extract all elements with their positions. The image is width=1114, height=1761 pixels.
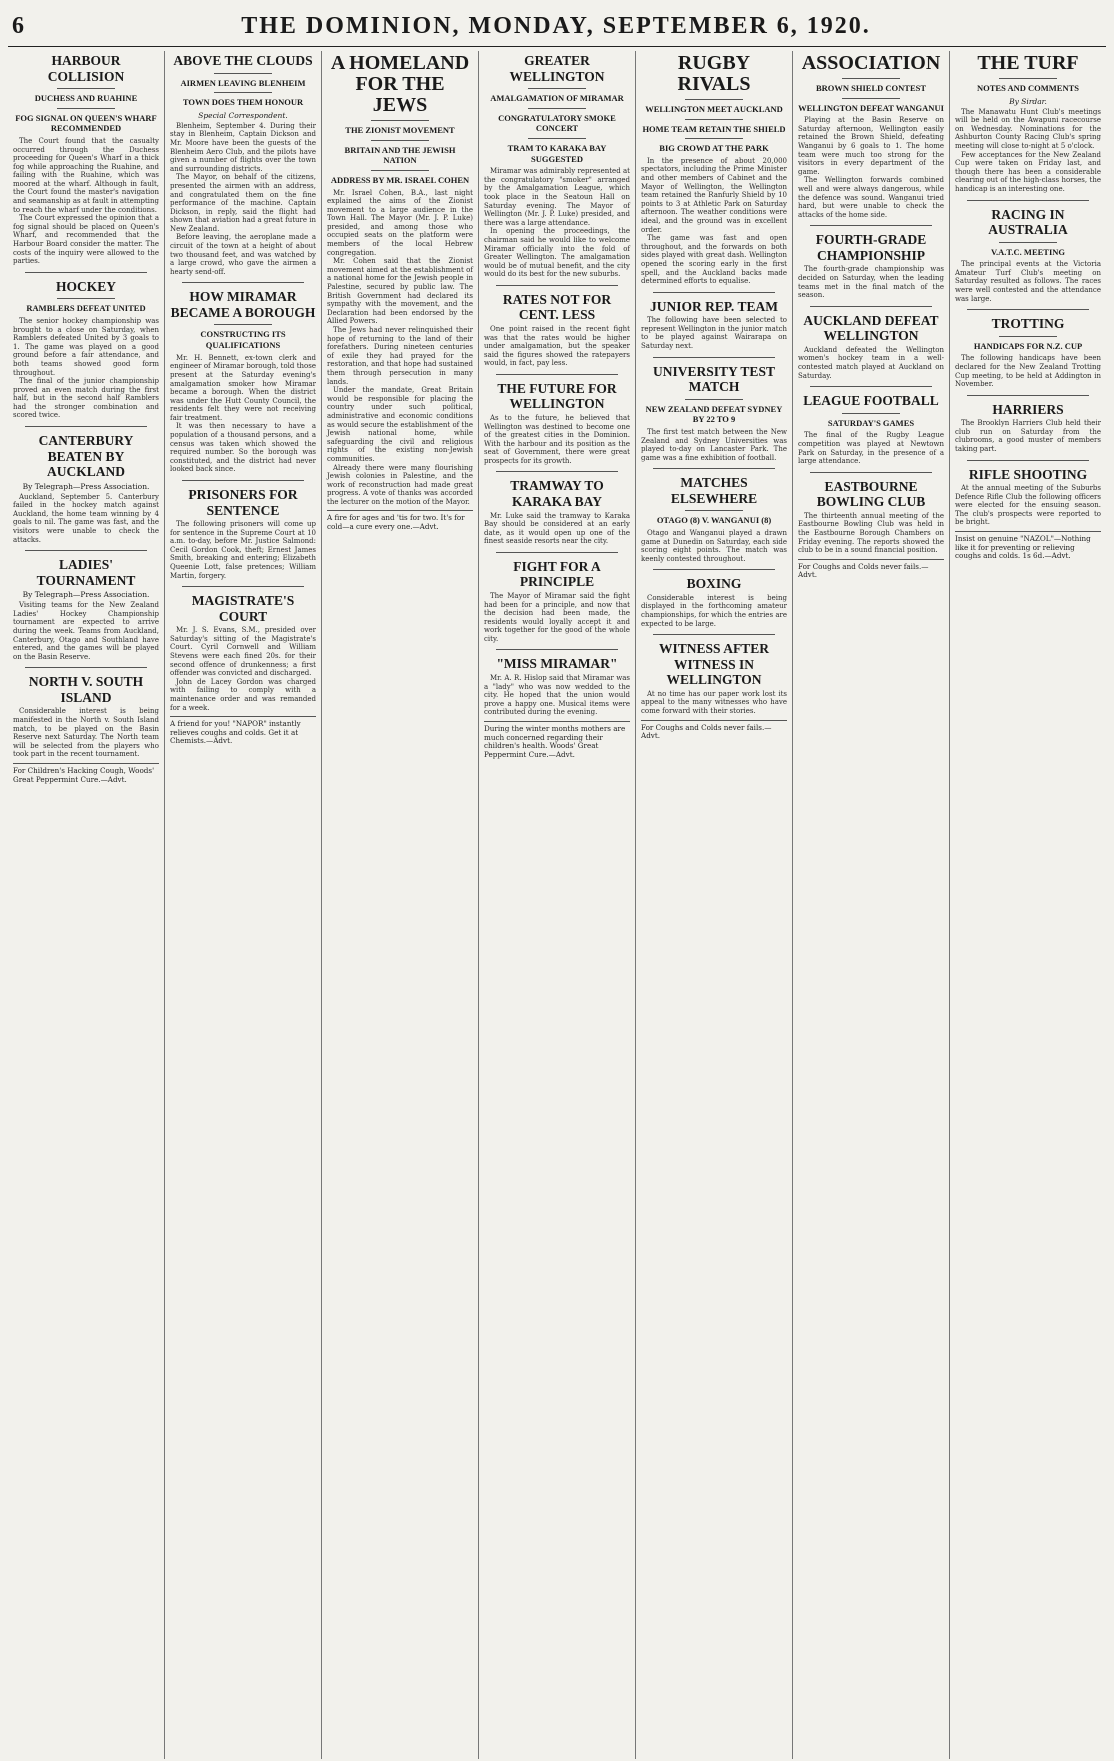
headline-rule	[528, 138, 586, 139]
headline-rule	[685, 399, 743, 400]
subheadline: TRAM TO KARAKA BAY SUGGESTED	[507, 142, 607, 164]
article	[327, 53, 473, 506]
headline: ASSOCIATION	[801, 52, 941, 74]
article	[484, 53, 630, 279]
headline: RATES NOT FOR CENT. LESS	[502, 291, 612, 323]
article	[13, 550, 159, 661]
article-paragraph: In opening the proceedings, the chairman said he would like to welcome Miramar officially into the fold of Greater Wellington. The amalgamation would be of mutual benefit, and the city would do its best for the new suburbs.	[484, 227, 630, 279]
headline: THE TURF	[977, 52, 1079, 74]
headline-rule	[214, 324, 272, 325]
headline-rule	[371, 120, 429, 121]
article-paragraph: The Manawatu Hunt Club's meetings will be held on the Awapuni racecourse on Wednesday. Nominations for the Ashburton County Racing Club's spring meeting will close to-night at 5 o'clock.	[955, 107, 1101, 150]
article-divider	[967, 309, 1089, 310]
article	[641, 569, 787, 628]
article-divider	[967, 460, 1089, 461]
headline: MAGISTRATE'S COURT	[191, 593, 295, 624]
subheadline: WELLINGTON MEET AUCKLAND	[645, 104, 783, 114]
article-paragraph: At no time has our paper work lost its appeal to the many witnesses who have come forward with their stories.	[641, 689, 787, 715]
article-divider	[967, 200, 1089, 201]
article-paragraph: Before leaving, the aeroplane made a circuit of the town at a height of about two thousand feet, and was watched by a large crowd, who gave the airmen a hearty send-off.	[170, 233, 316, 276]
headline-rule	[528, 88, 586, 89]
article-divider	[810, 225, 932, 226]
headline: MATCHES ELSEWHERE	[670, 475, 758, 506]
headline-rule	[214, 92, 272, 93]
headline-rule	[999, 78, 1057, 79]
subheadline: V.A.T.C. MEETING	[990, 246, 1066, 257]
article-paragraph: Mr. Luke said the tramway to Karaka Bay should be considered at an early date, as it would open up one of the finest seaside resorts near the city.	[484, 511, 630, 546]
article-divider	[653, 634, 775, 635]
headline: WITNESS AFTER WITNESS IN WELLINGTON	[659, 641, 769, 688]
article-paragraph: The Mayor of Miramar said the fight had been for a principle, and now that the decision had been made, the residents would loyally accept it and work together for the good of the whole city.	[484, 591, 630, 643]
article-divider	[496, 552, 618, 553]
headline: TROTTING	[991, 316, 1065, 332]
article-paragraph: Few acceptances for the New Zealand Cup were taken on Friday last, and though there has been a considerable clearing out of the high-class horses, the handicap is an interesting one.	[955, 150, 1101, 193]
subheadline: CONGRATULATORY SMOKE CONCERT	[498, 112, 616, 134]
article-paragraph: The Mayor, on behalf of the citizens, presented the airmen with an address, and congratulated them on the fine performance of the machine. Captain Dickson, in reply, said the flight had shown that aviation had a great future in New Zealand.	[170, 173, 316, 233]
headline-rule	[842, 98, 900, 99]
article-paragraph: Visiting teams for the New Zealand Ladies' Hockey Championship tournament are expected to arrive during the week. Teams from Auckland, Canterbury, Otago and Southland have entered, and the games will be played on the Basin Reserve.	[13, 601, 159, 661]
article-paragraph: Miramar was admirably represented at the congratulatory "smoker" arranged by the Amalgamation League, which took place in the Seatoun Hall on Saturday evening. The Mayor of Wellington (Mr. J. P. Luke) presided, and there was a large attendance.	[484, 167, 630, 227]
article-divider	[182, 586, 304, 587]
article	[170, 480, 316, 580]
headline: EASTBOURNE BOWLING CLUB	[816, 478, 926, 510]
dateline: By Telegraph—Press Association.	[22, 590, 150, 600]
advertisement: For Coughs and Colds never fails.—Advt.	[798, 559, 944, 580]
headline: TRAMWAY TO KARAKA BAY	[510, 478, 604, 509]
article	[641, 634, 787, 715]
article-paragraph: Playing at the Basin Reserve on Saturday afternoon, Wellington easily retained the Brown Shield, defeating Wanganui by 6 goals to 1. The home team were much too strong for the visitors in every department of the game.	[798, 116, 944, 176]
article-paragraph: The final of the Rugby League competition was played at Newtown Park on Saturday, in the presence of a large attendance.	[798, 431, 944, 466]
article-divider	[496, 471, 618, 472]
article	[798, 386, 944, 466]
article-divider	[496, 649, 618, 650]
advertisement: For Coughs and Colds never fails.—Advt.	[641, 720, 787, 741]
headline-rule	[57, 88, 115, 89]
headline: RUGBY RIVALS	[677, 52, 751, 95]
article-divider	[25, 667, 147, 668]
article-divider	[653, 569, 775, 570]
headline-rule	[685, 510, 743, 511]
headline: CANTERBURY BEATEN BY AUCKLAND	[38, 433, 134, 480]
column-7	[950, 51, 1106, 1759]
headline-rule	[57, 108, 115, 109]
article-paragraph: Mr. H. Bennett, ex-town clerk and engineer of Miramar borough, told those present at the Saturday evening's amalgamation smoker how Miramar became a borough. When the district was under the Hutt County Council, the residents felt they were not receiving fair treatment.	[170, 353, 316, 422]
article	[641, 357, 787, 463]
article-paragraph: The Court found that the casualty occurred through the Duchess proceeding for Queen's Wharf in a thick fog while approaching the Ruahine, and failing with the Ruahine, which was moored at the wharf. Although in fault, the Court found the master's navigation and seamanship as at fault in attempting to reach the wharf under the conditions.	[13, 136, 159, 214]
article-divider	[653, 357, 775, 358]
article	[170, 282, 316, 474]
subheadline: TOWN DOES THEM HONOUR	[182, 97, 304, 108]
article	[13, 426, 159, 544]
headline: "MISS MIRAMAR"	[496, 656, 618, 672]
headline-rule	[685, 99, 743, 100]
article	[641, 53, 787, 286]
article-paragraph: The Brooklyn Harriers Club held their club run on Saturday from the clubrooms, a good muster of members taking part.	[955, 419, 1101, 453]
headline: PRISONERS FOR SENTENCE	[188, 487, 298, 518]
article-paragraph: It was then necessary to have a population of a thousand persons, and a census was taken which showed the required number. So the borough was constituted, and the district had never looked back since.	[170, 422, 316, 474]
subheadline: BIG CROWD AT THE PARK	[659, 143, 769, 154]
headline: HARRIERS	[992, 401, 1064, 417]
article-divider	[182, 480, 304, 481]
subheadline: WELLINGTON DEFEAT WANGANUI	[798, 102, 944, 113]
article-paragraph: Considerable interest is being displayed in the forthcoming amateur championships, for which the entries are expected to be large.	[641, 593, 787, 628]
page-number: 6	[12, 12, 24, 39]
headline: RACING IN AUSTRALIA	[988, 206, 1068, 238]
subheadline: SATURDAY'S GAMES	[827, 417, 915, 428]
article-paragraph: Mr. Israel Cohen, B.A., last night explained the aims of the Zionist movement to a large audience in the Town Hall. The Mayor (Mr. J. P. Luke) presided, and among those who occupied seats on the platform were members of the local Hebrew congregation.	[327, 188, 473, 257]
advertisement: A fire for ages and 'tis for two. It's for cold—a cure every one.—Advt.	[327, 510, 473, 531]
article-paragraph: The final of the junior championship proved an even match during the first half, but in the second half Ramblers had the stronger combination and scored twice.	[13, 377, 159, 420]
headline-rule	[371, 140, 429, 141]
headline-rule	[999, 336, 1057, 337]
headline: RIFLE SHOOTING	[968, 466, 1088, 482]
headline: LEAGUE FOOTBALL	[803, 393, 939, 409]
article-paragraph: The fourth-grade championship was decided on Saturday, when the leading teams met in the final match of the season.	[798, 265, 944, 300]
article	[955, 309, 1101, 389]
subheadline: FOG SIGNAL ON QUEEN'S WHARF RECOMMENDED	[15, 112, 157, 134]
headline: ABOVE THE CLOUDS	[173, 53, 313, 68]
subheadline: DUCHESS AND RUAHINE	[34, 93, 138, 104]
article	[484, 552, 630, 644]
subheadline: ADDRESS BY MR. ISRAEL COHEN	[330, 174, 470, 185]
article	[484, 374, 630, 466]
column-5	[636, 51, 793, 1759]
headline: HOW MIRAMAR BECAME A BOROUGH	[170, 289, 316, 320]
subheadline: THE ZIONIST MOVEMENT	[345, 125, 455, 135]
article-paragraph: Mr. Cohen said that the Zionist movement aimed at the establishment of a national home for the Jewish people in Palestine, secured by public law. The British Government had declared its sympathy with the movement, and the Declaration had been endorsed by the Allied Powers.	[327, 257, 473, 326]
headline-rule	[685, 138, 743, 139]
article	[484, 649, 630, 716]
subheadline: AIRMEN LEAVING BLENHEIM	[180, 77, 306, 88]
article-paragraph: In the presence of about 20,000 spectators, including the Prime Minister and other members of Cabinet and the Mayor of Wellington, the Wellington team retained the Ranfurly Shield by 10 points to 3 at Athletic Park on Saturday afternoon. The weather conditions were ideal, and the ground was in excellent order.	[641, 156, 787, 234]
article-paragraph: The Jews had never relinquished their hope of returning to the land of their forefathers. During nineteen centuries of exile they had prayed for the restoration, and that hope had sustained them through persecution in many lands.	[327, 326, 473, 386]
paper-title-line: THE DOMINION, MONDAY, SEPTEMBER 6, 1920.	[241, 12, 871, 39]
subheadline: HANDICAPS FOR N.Z. CUP	[973, 340, 1083, 351]
article-divider	[496, 285, 618, 286]
headline-rule	[371, 170, 429, 171]
article	[641, 468, 787, 563]
article-paragraph: Otago and Wanganui played a drawn game at Dunedin on Saturday, each side scoring eight points. The match was keenly contested throughout.	[641, 528, 787, 563]
article-paragraph: John de Lacey Gordon was charged with failing to comply with a maintenance order and was remanded for a week.	[170, 677, 316, 712]
subheadline: RAMBLERS DEFEAT UNITED	[26, 303, 146, 314]
article-divider	[653, 292, 775, 293]
article	[955, 395, 1101, 454]
article	[798, 225, 944, 299]
article-paragraph: Blenheim, September 4. During their stay in Blenheim, Captain Dickson and Mr. Moore have been the guests of the Blenheim Aero Club, and the pilots have given a number of flights over the town and surrounding districts.	[170, 121, 316, 173]
headline-rule	[685, 119, 743, 120]
article-divider	[496, 374, 618, 375]
column-4	[479, 51, 636, 1759]
column-2	[165, 51, 322, 1759]
article	[955, 200, 1101, 304]
headline: BOXING	[686, 576, 742, 592]
subheadline: OTAGO (8) V. WANGANUI (8)	[656, 515, 772, 526]
headline: HARBOUR COLLISION	[47, 53, 125, 84]
article	[641, 292, 787, 351]
article-paragraph: Considerable interest is being manifested in the North v. South Island match, to be played on the Basin Reserve next Saturday. The North team will be selected from the players who took part in the recent tournament.	[13, 707, 159, 759]
article	[484, 285, 630, 368]
article	[13, 667, 159, 759]
article-paragraph: Under the mandate, Great Britain would be responsible for placing the country under such political, administrative and economic conditions as would secure the establishment of the Jewish national home, while safeguarding the civil and religious rights of the existing non-Jewish communities.	[327, 386, 473, 463]
article-columns	[8, 51, 1106, 1759]
article-paragraph: One point raised in the recent fight was that the rates would be higher under amalgamation, but the speaker said the figures showed the ratepayers would, in fact, pay less.	[484, 324, 630, 368]
article-paragraph: The thirteenth annual meeting of the Eastbourne Bowling Club was held in the Eastbourne Borough Chambers on Friday evening. The reports showed the club to be in a sound financial position.	[798, 511, 944, 555]
headline: GREATER WELLINGTON	[509, 53, 605, 84]
article-divider	[810, 472, 932, 473]
headline-rule	[528, 108, 586, 109]
headline: UNIVERSITY TEST MATCH	[653, 363, 775, 395]
article-paragraph: The Court expressed the opinion that a fog signal should be placed on Queen's Wharf, and recommended that the Harbour Board consider the matter. The costs of the inquiry were allowed to the parties.	[13, 214, 159, 266]
subheadline: CONSTRUCTING ITS QUALIFICATIONS	[200, 329, 286, 351]
article	[13, 53, 159, 266]
column-1	[8, 51, 165, 1759]
column-3	[322, 51, 479, 1759]
article	[798, 472, 944, 555]
subheadline: NOTES AND COMMENTS	[976, 83, 1079, 93]
article-paragraph: At the annual meeting of the Suburbs Defence Rifle Club the following officers were elected for the ensuing season. The club's prospects were reported to be bright.	[955, 484, 1101, 527]
column-6	[793, 51, 950, 1759]
article-paragraph: The following prisoners will come up for sentence in the Supreme Court at 10 a.m. to-day, before Mr. Justice Salmond: Cecil Gordon Cook, theft; Ernest James Smith, breaking and entering; Elizabeth Queenie Lott, false pretences; William Martin, forgery.	[170, 520, 316, 580]
article-paragraph: As to the future, he believed that Wellington was destined to become one of the greatest cities in the Dominion. With the harbour and its position as the seat of Government, there were great prospects for its growth.	[484, 413, 630, 465]
subheadline: BROWN SHIELD CONTEST	[815, 83, 927, 93]
headline-rule	[999, 242, 1057, 243]
headline-rule	[842, 78, 900, 79]
article-paragraph: Mr. J. S. Evans, S.M., presided over Saturday's sitting of the Magistrate's Court. Cyril Cornwell and William Stevens were each fined 20s. for their second offence of drunkenness; a first offender was convicted and discharged.	[170, 626, 316, 678]
headline: NORTH V. SOUTH ISLAND	[28, 674, 144, 705]
article-paragraph: Auckland defeated the Wellington women's hockey team in a well-contested match played at Auckland on Saturday.	[798, 345, 944, 380]
headline-rule	[214, 73, 272, 74]
article	[170, 586, 316, 712]
article-paragraph: The following handicaps have been declared for the New Zealand Trotting Cup meeting, to be held at Addington in November.	[955, 354, 1101, 389]
article-divider	[810, 386, 932, 387]
article-paragraph: Mr. A. R. Hislop said that Miramar was a "lady" who was now wedded to the city. He hoped that the union would prove a happy one. Musical items were contributed during the evening.	[484, 673, 630, 717]
article	[798, 306, 944, 380]
subheadline: AMALGAMATION OF MIRAMAR	[490, 93, 624, 104]
article	[484, 471, 630, 545]
advertisement: A friend for you! "NAPOR" instantly relieves coughs and colds. Get it at Chemists.—Advt.	[170, 716, 316, 746]
article-paragraph: The senior hockey championship was brought to a close on Saturday, when Ramblers defeated United by 3 goals to 1. The game was played on a good ground before a fair attendance, and both teams showed good form throughout.	[13, 316, 159, 377]
article	[955, 460, 1101, 527]
article-paragraph: The following have been selected to represent Wellington in the junior match to be played against Wairarapa on Saturday next.	[641, 316, 787, 351]
article-paragraph: The Wellington forwards combined well and were always dangerous, while the defence was sound. Wanganui tried hard, but were unable to check the attacks of the home side.	[798, 176, 944, 219]
byline: By Sirdar.	[1009, 96, 1047, 106]
advertisement: During the winter months mothers are much concerned regarding their children's health. Woods' Great Peppermint Cure.—Advt.	[484, 721, 630, 759]
byline: Special Correspondent.	[198, 110, 288, 120]
headline: THE FUTURE FOR WELLINGTON	[497, 380, 617, 412]
advertisement: Insist on genuine "NAZOL"—Nothing like it for preventing or relieving coughs and colds. 1s 6d.—Advt.	[955, 531, 1101, 561]
article-paragraph: Auckland, September 5. Canterbury failed in the hockey match against Auckland, the home team winning by 4 goals to nil. The game was fast, and the visitors were unable to check the attacks.	[13, 492, 159, 544]
article-divider	[810, 306, 932, 307]
article	[13, 272, 159, 420]
headline: JUNIOR REP. TEAM	[650, 298, 778, 314]
article-divider	[25, 272, 147, 273]
dateline: By Telegraph—Press Association.	[22, 481, 150, 491]
article-paragraph: Already there were many flourishing Jewish colonies in Palestine, and the work of reconstruction had made great progress. A vote of thanks was accorded the lecturer on the motion of the Mayor.	[327, 463, 473, 506]
subheadline: HOME TEAM RETAIN THE SHIELD	[642, 123, 786, 134]
article-paragraph: The game was fast and open throughout, and the forwards on both sides played with great dash. Wellington opened the scoring early in the first spell, and the Auckland backs made determined efforts to equalise.	[641, 234, 787, 286]
subheadline: BRITAIN AND THE JEWISH NATION	[344, 144, 456, 166]
masthead	[8, 6, 1106, 47]
article-divider	[653, 468, 775, 469]
article-paragraph: The principal events at the Victoria Amateur Turf Club's meeting on Saturday resulted as follows. The races were well contested and the attendance was large.	[955, 260, 1101, 303]
article-paragraph: The first test match between the New Zealand and Sydney Universities was played to-day on Lancaster Park. The game was a fine exhibition of football.	[641, 427, 787, 462]
headline: HOCKEY	[55, 278, 116, 294]
subheadline: NEW ZEALAND DEFEAT SYDNEY BY 22 TO 9	[645, 403, 783, 425]
headline: FIGHT FOR A PRINCIPLE	[513, 558, 601, 590]
headline: FOURTH-GRADE CHAMPIONSHIP	[815, 232, 927, 263]
article	[955, 53, 1101, 194]
article	[798, 53, 944, 219]
headline-rule	[57, 298, 115, 299]
headline: LADIES' TOURNAMENT	[36, 557, 136, 588]
headline: AUCKLAND DEFEAT WELLINGTON	[803, 312, 939, 344]
article-divider	[25, 426, 147, 427]
article-divider	[182, 282, 304, 283]
article-divider	[967, 395, 1089, 396]
article-divider	[25, 550, 147, 551]
article	[170, 53, 316, 276]
headline-rule	[842, 413, 900, 414]
advertisement: For Children's Hacking Cough, Woods' Great Peppermint Cure.—Advt.	[13, 763, 159, 784]
headline: A HOMELAND FOR THE JEWS	[330, 52, 470, 116]
